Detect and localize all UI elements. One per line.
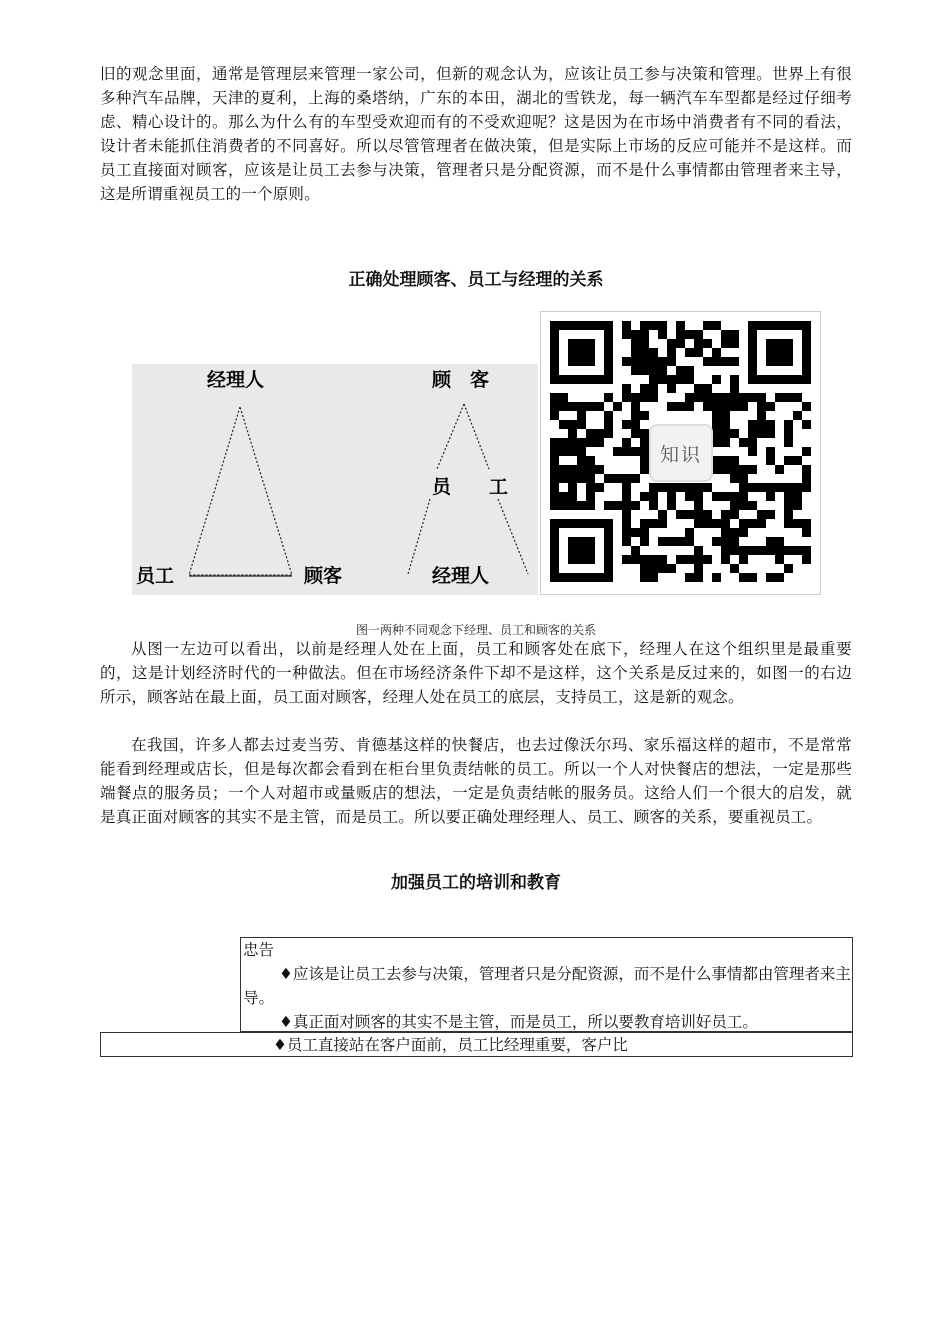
right-bottom-label: 经理人 [432, 565, 490, 587]
section-heading-training: 加强员工的培训和教育 [391, 873, 561, 893]
body-paragraph-1: 从图一左边可以看出，以前是经理人处在上面，员工和顾客处在底下，经理人在这个组织里是最重要的，这是计划经济时代的一种做法。但在市场经济条件下却不是这样，这个关系是反过来的，如图一的右边所示，顾客站在最上面，员工面对顾客，经理人处在员工的底层，支持员工，这是新的观念。 [100, 640, 852, 706]
relationship-diagram [132, 364, 538, 595]
advice-box [240, 937, 853, 1032]
advice-item-2: ♦真正面对顾客的其实不是主管，而是员工，所以要教育培训好员工。 [279, 1013, 758, 1031]
left-bottom-left-label: 员工 [136, 565, 175, 587]
right-top-label: 顾 客 [432, 369, 490, 391]
advice-row: ♦员工直接站在客户面前，员工比经理重要，客户比 [100, 1032, 853, 1057]
qr-code-image [540, 311, 821, 595]
section-heading-relationship: 正确处理顾客、员工与经理的关系 [348, 270, 604, 290]
left-triangle [189, 407, 292, 575]
advice-item-1: ♦应该是让员工去参与决策，管理者只是分配资源，而不是什么事情都由管理者来主导。 [243, 965, 851, 1007]
right-middle-label: 员 工 [432, 476, 509, 498]
left-top-label: 经理人 [207, 369, 265, 391]
left-bottom-right-label: 顾客 [304, 565, 343, 587]
qr-center-badge: 知识 [649, 424, 713, 482]
body-paragraph-2: 在我国，许多人都去过麦当劳、肯德基这样的快餐店，也去过像沃尔玛、家乐福这样的超市，不是常常能看到经理或店长，但是每次都会看到在柜台里负责结帐的员工。所以一个人对快餐店的想法，一定是那些端餐点的服务员；一个人对超市或量贩店的想法，一定是负责结帐的服务员。这给人们一个很大的启发，就是真正面对顾客的其实不是主管，而是员工。所以要正确处理经理人、员工、顾客的关系，要重视员工。 [100, 736, 852, 826]
advice-title: 忠告 [243, 941, 275, 959]
intro-paragraph: 旧的观念里面，通常是管理层来管理一家公司，但新的观念认为，应该让员工参与决策和管理。世界上有很多种汽车品牌，天津的夏利，上海的桑塔纳，广东的本田，湖北的雪铁龙，每一辆汽车车型都是经过仔细考虑、精心设计的。那么为什么有的车型受欢迎而有的不受欢迎呢？这是因为在市场中消费者有不同的看法，设计者未能抓住消费者的不同喜好。所以尽管管理者在做决策，但是实际上市场的反应可能并不是这样。而员工直接面对顾客，应该是让员工去参与决策，管理者只是分配资源，而不是什么事情都由管理者来主导，这是所谓重视员工的一个原则。 [100, 65, 852, 203]
figure-caption: 图一两种不同观念下经理、员工和顾客的关系 [355, 623, 596, 637]
